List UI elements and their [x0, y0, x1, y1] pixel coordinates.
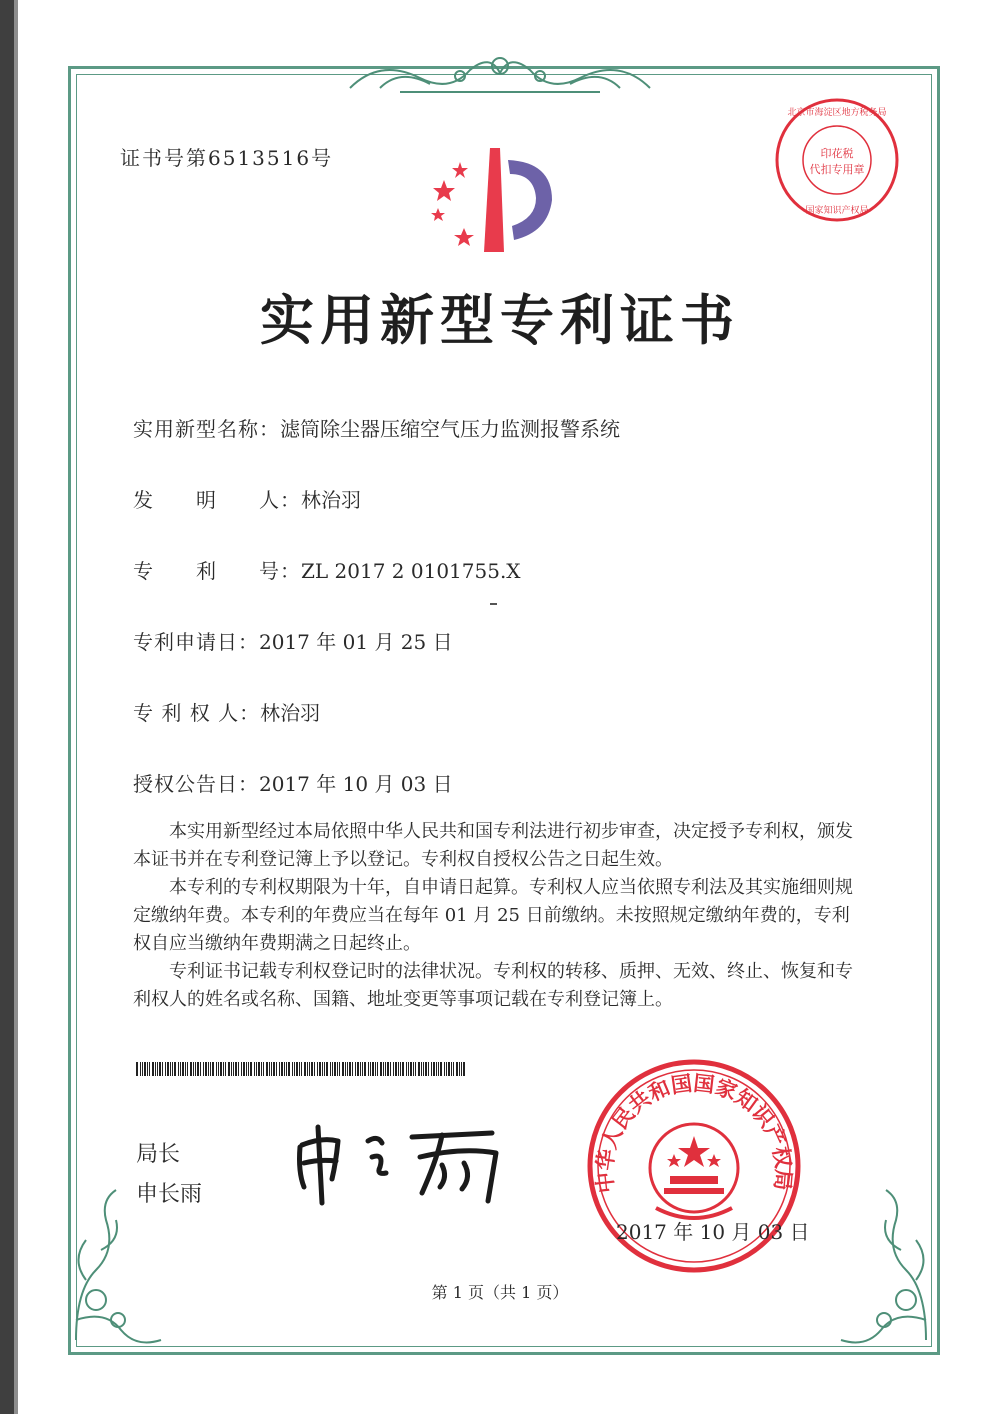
body-paragraph: 专利证书记载专利权登记时的法律状况。专利权的转移、质押、无效、终止、恢复和专利权人的姓名或名称、国籍、地址变更等事项记载在专利登记簿上。: [133, 961, 853, 1010]
barcode-bar: [436, 1062, 437, 1076]
barcode-bar: [149, 1062, 150, 1076]
barcode-bar: [375, 1062, 376, 1076]
field-label: 专利申请日：: [133, 630, 259, 654]
barcode-bar: [425, 1062, 427, 1076]
barcode-bar: [461, 1062, 462, 1076]
barcode-bar: [326, 1062, 328, 1076]
barcode-bar: [448, 1062, 450, 1076]
barcode-bar: [250, 1062, 252, 1076]
barcode-bar: [254, 1062, 255, 1076]
barcode-bar: [431, 1062, 432, 1076]
barcode-bar: [418, 1062, 420, 1076]
field-utility-model-name: [133, 413, 620, 442]
barcode-bar: [273, 1062, 275, 1076]
barcode-bar: [410, 1062, 412, 1076]
barcode-bar: [349, 1062, 351, 1076]
field-application-date: [133, 626, 453, 655]
barcode-bar: [372, 1062, 374, 1076]
barcode-bar: [205, 1062, 207, 1076]
barcode-bar: [360, 1062, 361, 1076]
field-value: 林治羽: [260, 701, 321, 725]
field-grant-date: [133, 768, 453, 797]
barcode-bar: [421, 1062, 422, 1076]
scan-edge: [0, 0, 14, 1414]
tax-seal-ring-bottom: 国家知识产权局: [805, 206, 869, 216]
barcode-bar: [197, 1062, 199, 1076]
barcode-bar: [301, 1062, 302, 1076]
barcode-bar: [395, 1062, 397, 1076]
barcode-bar: [178, 1062, 179, 1076]
barcode-bar: [451, 1062, 452, 1076]
barcode-bar: [324, 1062, 325, 1076]
barcode-bar: [167, 1062, 169, 1076]
barcode-bar: [271, 1062, 272, 1076]
field-label: 专 利 号：: [133, 559, 301, 583]
barcode-bar: [311, 1062, 313, 1076]
barcode-bar: [170, 1062, 171, 1076]
barcode-bar: [266, 1062, 268, 1076]
barcode-bar: [413, 1062, 414, 1076]
barcode-bar: [385, 1062, 386, 1076]
field-value: ZL 2017 2 0101755.X: [301, 559, 521, 583]
barcode-bar: [279, 1062, 280, 1076]
barcode-bar: [203, 1062, 204, 1076]
barcode-bar: [398, 1062, 399, 1076]
patent-office-logo: [424, 140, 554, 260]
barcode-bar: [383, 1062, 384, 1076]
barcode-bar: [225, 1062, 226, 1076]
barcode-bar: [428, 1062, 429, 1076]
barcode-bar: [238, 1062, 239, 1076]
body-paragraph: 本实用新型经过本局依照中华人民共和国专利法进行初步审查，决定授予专利权，颁发本证书并在专利登记簿上予以登记。专利权自授权公告之日起生效。: [133, 821, 853, 870]
barcode-bar: [216, 1062, 217, 1076]
barcode-bar: [172, 1062, 173, 1076]
barcode-bar: [231, 1062, 232, 1076]
barcode-bar: [438, 1062, 439, 1076]
barcode-bar: [332, 1062, 333, 1076]
field-patent-number: [133, 555, 521, 584]
barcode-bar: [456, 1062, 458, 1076]
barcode-bar: [276, 1062, 277, 1076]
barcode-bar: [165, 1062, 166, 1076]
barcode-bar: [370, 1062, 371, 1076]
tax-seal-center-line1: 印花税: [820, 147, 854, 160]
certificate-body: [133, 818, 853, 1014]
body-paragraph: 本专利的专利权期限为十年，自申请日起算。专利权人应当依照专利法及其实施细则规定缴纳年费。本专利的年费应当在每年 01 月 25 日前缴纳。未按照规定缴纳年费的，专利权自应当缴纳年费期满之日起终止。: [133, 877, 853, 954]
barcode-bar: [182, 1062, 184, 1076]
barcode-bar: [155, 1062, 156, 1076]
barcode-bar: [415, 1062, 416, 1076]
field-label: 发 明 人：: [133, 488, 301, 512]
field-label: 专 利 权 人：: [133, 701, 261, 725]
barcode-bar: [157, 1062, 158, 1076]
barcode-bar: [195, 1062, 196, 1076]
barcode-bar: [319, 1062, 321, 1076]
barcode-bar: [380, 1062, 382, 1076]
barcode-bar: [243, 1062, 245, 1076]
barcode-bar: [393, 1062, 394, 1076]
barcode-bar: [423, 1062, 424, 1076]
barcode-bar: [210, 1062, 211, 1076]
barcode-bar: [185, 1062, 186, 1076]
barcode-bar: [299, 1062, 300, 1076]
barcode-bar: [258, 1062, 260, 1076]
barcode-bar: [159, 1062, 161, 1076]
page-footer: 第 1 页（共 1 页）: [431, 1283, 569, 1302]
barcode-bar: [433, 1062, 435, 1076]
seal-ring-text: 中华人民共和国国家知识产权局: [591, 1070, 797, 1195]
barcode-bar: [235, 1062, 237, 1076]
barcode-bar: [281, 1062, 283, 1076]
barcode-bar: [152, 1062, 154, 1076]
barcode-bar: [444, 1062, 445, 1076]
barcode-bar: [406, 1062, 407, 1076]
barcode-bar: [296, 1062, 298, 1076]
barcode-bar: [233, 1062, 234, 1076]
barcode-bar: [453, 1062, 454, 1076]
barcode-bar: [330, 1062, 331, 1076]
field-value: 滤筒除尘器压缩空气压力监测报警系统: [280, 417, 620, 441]
handwritten-signature: [292, 1117, 512, 1207]
barcode-bar: [345, 1062, 346, 1076]
barcode-bar: [174, 1062, 176, 1076]
barcode-bar: [228, 1062, 230, 1076]
tax-seal-center-line2: 代扣专用章: [809, 163, 865, 176]
scan-edge-shadow: [14, 0, 18, 1414]
barcode-bar: [241, 1062, 242, 1076]
barcode-bar: [142, 1062, 143, 1076]
certificate-number: 证书号第6513516号: [120, 146, 334, 170]
field-patentee: [133, 697, 320, 726]
barcode-bar: [246, 1062, 247, 1076]
barcode-bar: [342, 1062, 344, 1076]
barcode-bar: [284, 1062, 285, 1076]
barcode-bar: [440, 1062, 442, 1076]
barcode-bar: [317, 1062, 318, 1076]
barcode-bar: [144, 1062, 146, 1076]
barcode-bar: [261, 1062, 262, 1076]
barcode-bar: [408, 1062, 409, 1076]
barcode-bar: [294, 1062, 295, 1076]
barcode-bar: [218, 1062, 219, 1076]
signatory-title: 局长: [136, 1142, 181, 1167]
barcode-bar: [193, 1062, 194, 1076]
barcode: [136, 1062, 468, 1076]
barcode-bar: [187, 1062, 188, 1076]
field-label: 实用新型名称：: [133, 417, 280, 441]
seal-date: 2017 年 10 月 03 日: [616, 1220, 810, 1244]
field-inventor: [133, 484, 361, 513]
barcode-bar: [220, 1062, 222, 1076]
barcode-bar: [347, 1062, 348, 1076]
barcode-bar: [256, 1062, 257, 1076]
field-value: 2017 年 10 月 03 日: [259, 772, 453, 796]
barcode-bar: [263, 1062, 264, 1076]
barcode-bar: [364, 1062, 366, 1076]
barcode-bar: [377, 1062, 378, 1076]
barcode-bar: [304, 1062, 306, 1076]
barcode-bar: [352, 1062, 353, 1076]
tax-seal: [772, 95, 902, 225]
field-label: 授权公告日：: [133, 772, 259, 796]
tax-seal-ring-top: 北京市海淀区地方税务局: [787, 108, 887, 118]
barcode-bar: [309, 1062, 310, 1076]
barcode-bar: [402, 1062, 404, 1076]
barcode-bar: [190, 1062, 192, 1076]
field-value: 2017 年 01 月 25 日: [259, 630, 453, 654]
barcode-bar: [307, 1062, 308, 1076]
signatory-name: 申长雨: [136, 1182, 203, 1207]
barcode-bar: [212, 1062, 214, 1076]
barcode-bar: [200, 1062, 201, 1076]
barcode-bar: [334, 1062, 336, 1076]
barcode-bar: [339, 1062, 340, 1076]
barcode-bar: [355, 1062, 356, 1076]
barcode-bar: [288, 1062, 290, 1076]
barcode-bar: [286, 1062, 287, 1076]
barcode-bar: [269, 1062, 270, 1076]
barcode-bar: [362, 1062, 363, 1076]
barcode-bar: [390, 1062, 391, 1076]
field-value: 林治羽: [301, 488, 361, 512]
bottom-right-ornament: [826, 1180, 936, 1350]
barcode-bar: [322, 1062, 323, 1076]
barcode-bar: [248, 1062, 249, 1076]
barcode-bar: [136, 1062, 138, 1076]
barcode-bar: [314, 1062, 315, 1076]
barcode-bar: [446, 1062, 447, 1076]
certificate-title: 实用新型专利证书: [260, 288, 740, 352]
barcode-bar: [387, 1062, 389, 1076]
barcode-bar: [292, 1062, 293, 1076]
barcode-bar: [223, 1062, 224, 1076]
barcode-bar: [337, 1062, 338, 1076]
barcode-bar: [140, 1062, 141, 1076]
barcode-bar: [180, 1062, 181, 1076]
barcode-bar: [400, 1062, 401, 1076]
barcode-bar: [459, 1062, 460, 1076]
top-ornament: [340, 48, 660, 98]
barcode-bar: [162, 1062, 163, 1076]
barcode-bar: [368, 1062, 369, 1076]
barcode-bar: [147, 1062, 148, 1076]
barcode-bar: [463, 1062, 465, 1076]
barcode-bar: [357, 1062, 359, 1076]
barcode-bar: [208, 1062, 209, 1076]
scan-mark: [490, 603, 497, 605]
